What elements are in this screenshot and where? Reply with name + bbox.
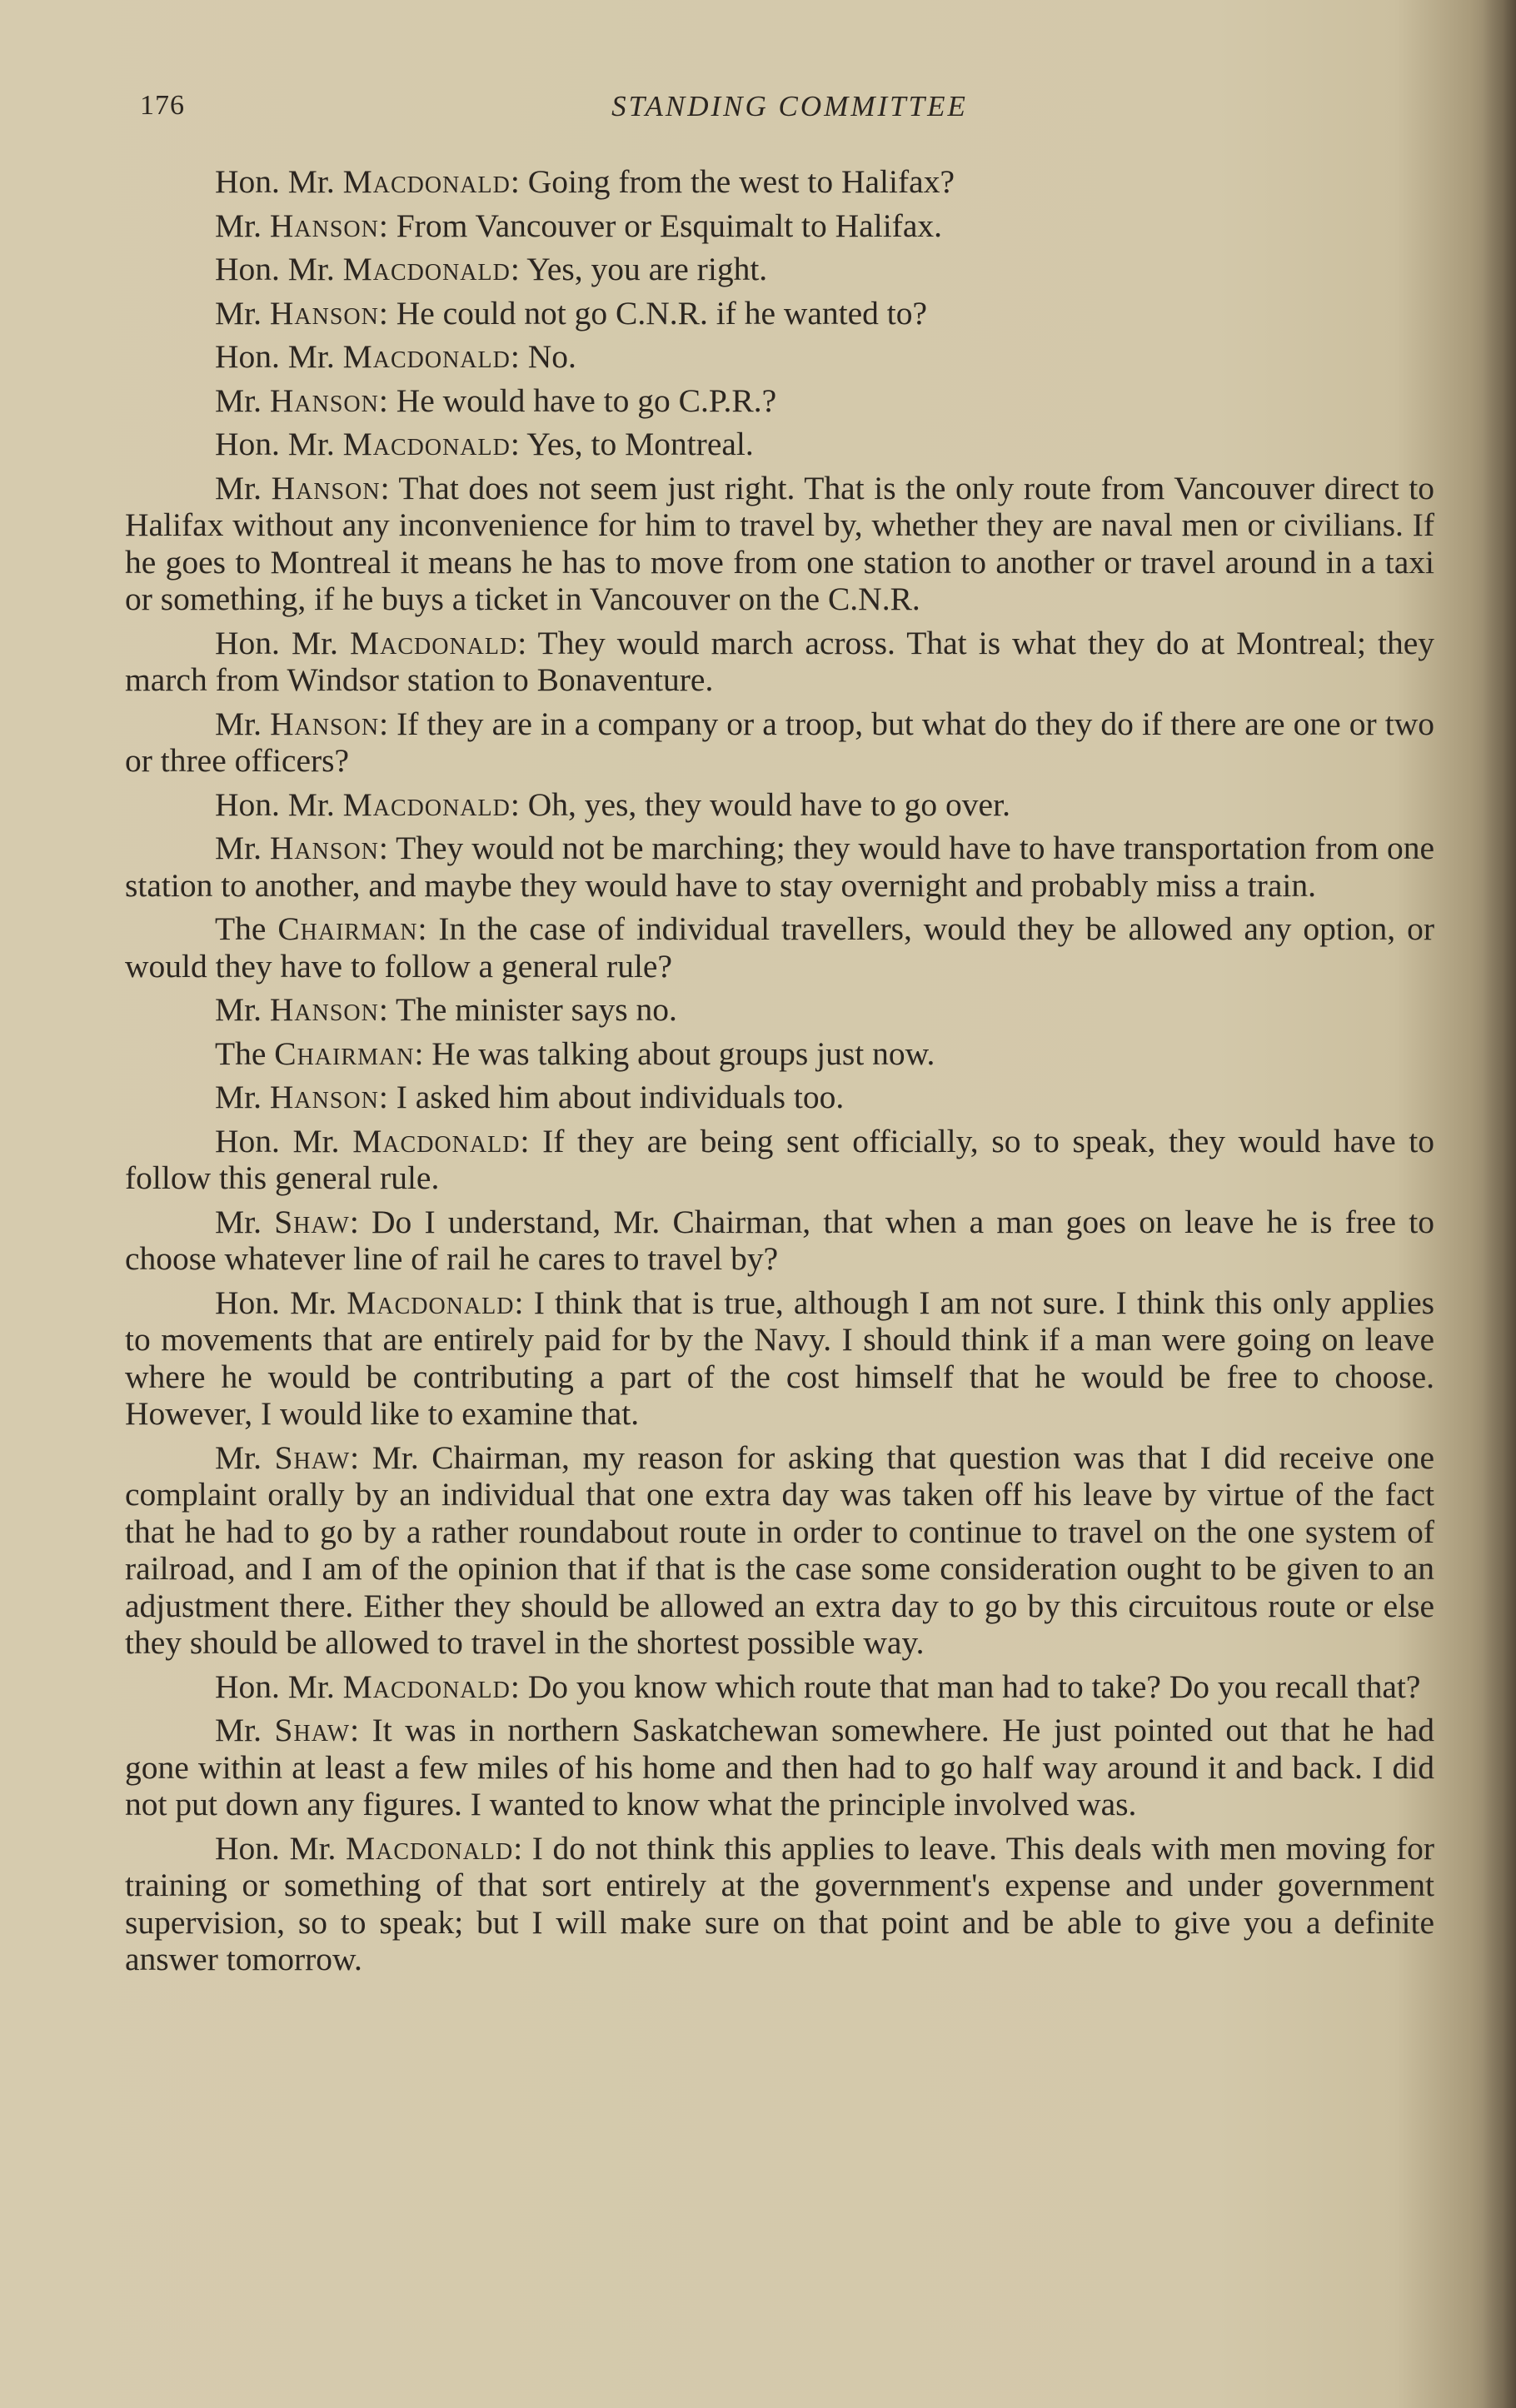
speaker-title: Mr.: [215, 469, 272, 506]
transcript-paragraph: [125, 910, 1434, 985]
speech-text: : He could not go C.N.R. if he wanted to?: [378, 294, 928, 332]
speech-text: : No.: [510, 338, 576, 375]
speech-text: : I think that is true, although I am not sure. I think this only applies to movements that are entirely paid for by the Navy. I should think if a man were going on leave where he would be contributing a part of the cost himself that he would be free to choose. However, I would like to examine that.: [125, 1284, 1434, 1432]
speaker-name: Hanson: [269, 1079, 379, 1115]
speaker-title: Mr.: [215, 1203, 275, 1240]
transcript-paragraph: [125, 1123, 1434, 1197]
speech-text: : Do you know which route that man had to take? Do you recall that?: [510, 1668, 1421, 1705]
speaker-name: Shaw: [274, 1712, 351, 1748]
speech-text: : From Vancouver or Esquimalt to Halifax.: [378, 207, 942, 244]
transcript-paragraph: [125, 207, 1434, 245]
speaker-title: Hon. Mr.: [215, 426, 343, 462]
transcript-paragraph: [125, 382, 1434, 420]
speaker-name: Chairman: [277, 910, 418, 947]
speech-text: : I do not think this applies to leave. This deals with men moving for training or something of that sort entirely at the government's expense and under government supervision, so to speak; but I will make sure on that point and be able to give you a definite answer tomorrow.: [125, 1829, 1434, 1977]
transcript-paragraph: [125, 295, 1434, 332]
speaker-title: Hon. Mr.: [215, 163, 343, 200]
transcript-paragraph: [125, 1668, 1434, 1706]
speech-text: : Do I understand, Mr. Chairman, that when a man goes on leave he is free to choose whatever line of rail he cares to travel by?: [125, 1203, 1434, 1277]
speaker-name: Chairman: [274, 1034, 415, 1072]
transcript-paragraph: [125, 251, 1434, 288]
speaker-title: Hon. Mr.: [215, 338, 343, 375]
speaker-title: Mr.: [215, 705, 271, 742]
transcript-paragraph: [125, 786, 1434, 824]
speech-text: : Mr. Chairman, my reason for asking that question was that I did receive one complaint orally by an individual that one extra day was taken off his leave by virtue of the fact that he had to go by a rather roundabout route in order to continue to travel on the one system of railroad, and I am of the opinion that if that is the case some consideration ought to be given to an adjustment there. Either they should be allowed an extra day to go by this circuitous route or else they should be allowed to travel in the shortest possible way.: [125, 1438, 1434, 1661]
speech-text: : That does not seem just right. That is the only route from Vancouver direct to Halifax without any inconvenience for him to travel by, whether they are naval men or civilians. If he goes to Montreal it means he has to move from one station to another or travel around in a taxi or something, if he buys a ticket in Vancouver on the C.N.R.: [125, 469, 1434, 617]
speech-text: : It was in northern Saskatchewan somewhere. He just pointed out that he had gone within at least a few miles of his home and then had to go half way around it and back. I did not put down any figures. I wanted to know what the principle involved was.: [125, 1712, 1434, 1822]
speaker-name: Shaw: [274, 1438, 351, 1476]
speaker-title: Hon. Mr.: [215, 1668, 343, 1705]
transcript-paragraph: [125, 426, 1434, 463]
speaker-title: Hon. Mr.: [215, 1284, 347, 1321]
speaker-name: Hanson: [271, 469, 381, 506]
transcript-paragraph: [125, 1284, 1434, 1433]
running-head: STANDING COMMITTEE: [611, 90, 968, 122]
speaker-name: Shaw: [274, 1203, 350, 1240]
speaker-name: Macdonald: [342, 785, 511, 823]
page-header: [140, 90, 1439, 132]
speaker-name: Hanson: [269, 381, 379, 419]
speaker-title: The: [215, 1034, 275, 1072]
speaker-title: The: [215, 910, 278, 947]
speaker-name: Macdonald: [350, 624, 518, 661]
speaker-name: Macdonald: [342, 338, 511, 375]
transcript-paragraph: [125, 1830, 1434, 1978]
speaker-name: Macdonald: [346, 1829, 514, 1867]
transcript-paragraph: [125, 1712, 1434, 1823]
speech-text: : The minister says no.: [378, 991, 677, 1028]
speaker-title: Hon. Mr.: [215, 1829, 347, 1867]
speaker-name: Hanson: [269, 294, 379, 332]
speaker-title: Mr.: [215, 381, 270, 419]
transcript-paragraph: [125, 625, 1434, 699]
speaker-name: Macdonald: [342, 163, 511, 200]
speech-text: : If they are in a company or a troop, but what do they do if there are one or two or three officers?: [125, 705, 1434, 779]
speech-text: : Yes, to Montreal.: [510, 426, 754, 462]
speaker-name: Macdonald: [347, 1284, 515, 1321]
page-number: 176: [140, 90, 185, 121]
speaker-title: Hon. Mr.: [215, 785, 343, 823]
transcript-paragraph: [125, 163, 1434, 201]
transcript-paragraph: [125, 1079, 1434, 1116]
transcript-paragraph: [125, 1035, 1434, 1073]
transcript-paragraph: [125, 705, 1434, 780]
speech-text: : If they are being sent officially, so to speak, they would have to follow this general rule.: [125, 1122, 1434, 1196]
transcript-paragraph: [125, 991, 1434, 1029]
speaker-name: Hanson: [270, 705, 380, 742]
page-edge-shadow: [1483, 0, 1516, 2408]
transcript-paragraph: [125, 470, 1434, 618]
transcript-paragraph: [125, 830, 1434, 904]
speaker-name: Hanson: [269, 991, 379, 1028]
speaker-title: Hon. Mr.: [215, 1122, 353, 1159]
speaker-title: Mr.: [215, 207, 270, 244]
transcript-paragraph: [125, 338, 1434, 376]
speaker-title: Mr.: [215, 830, 270, 866]
transcript-paragraph: [125, 1439, 1434, 1662]
speaker-title: Mr.: [215, 1079, 270, 1115]
speaker-title: Mr.: [215, 1438, 275, 1476]
speech-text: : Going from the west to Halifax?: [510, 163, 955, 200]
speaker-name: Macdonald: [342, 251, 511, 287]
speaker-title: Mr.: [215, 294, 270, 332]
speaker-name: Macdonald: [342, 1668, 511, 1705]
speaker-name: Hanson: [269, 207, 379, 244]
speech-text: : He was talking about groups just now.: [414, 1034, 935, 1072]
speaker-name: Hanson: [269, 830, 379, 866]
transcript-paragraph: [125, 1204, 1434, 1278]
speech-text: : I asked him about individuals too.: [378, 1079, 845, 1115]
speaker-title: Mr.: [215, 1712, 275, 1748]
speech-text: : In the case of individual travellers, would they be allowed any option, or would they have to follow a general rule?: [125, 910, 1434, 985]
transcript-body: [125, 163, 1434, 1985]
speaker-name: Macdonald: [352, 1122, 521, 1159]
speech-text: : Oh, yes, they would have to go over.: [510, 785, 1010, 823]
speech-text: : He would have to go C.P.R.?: [378, 381, 777, 419]
speech-text: : They would march across. That is what they do at Montreal; they march from Windsor station to Bonaventure.: [125, 624, 1435, 698]
speaker-title: Mr.: [215, 991, 270, 1028]
speech-text: : They would not be marching; they would have to have transportation from one station to another, and maybe they would have to stay overnight and probably miss a train.: [125, 830, 1434, 904]
speaker-name: Macdonald: [342, 426, 511, 462]
speech-text: : Yes, you are right.: [510, 251, 768, 287]
speaker-title: Hon. Mr.: [215, 624, 350, 661]
speaker-title: Hon. Mr.: [215, 251, 343, 287]
